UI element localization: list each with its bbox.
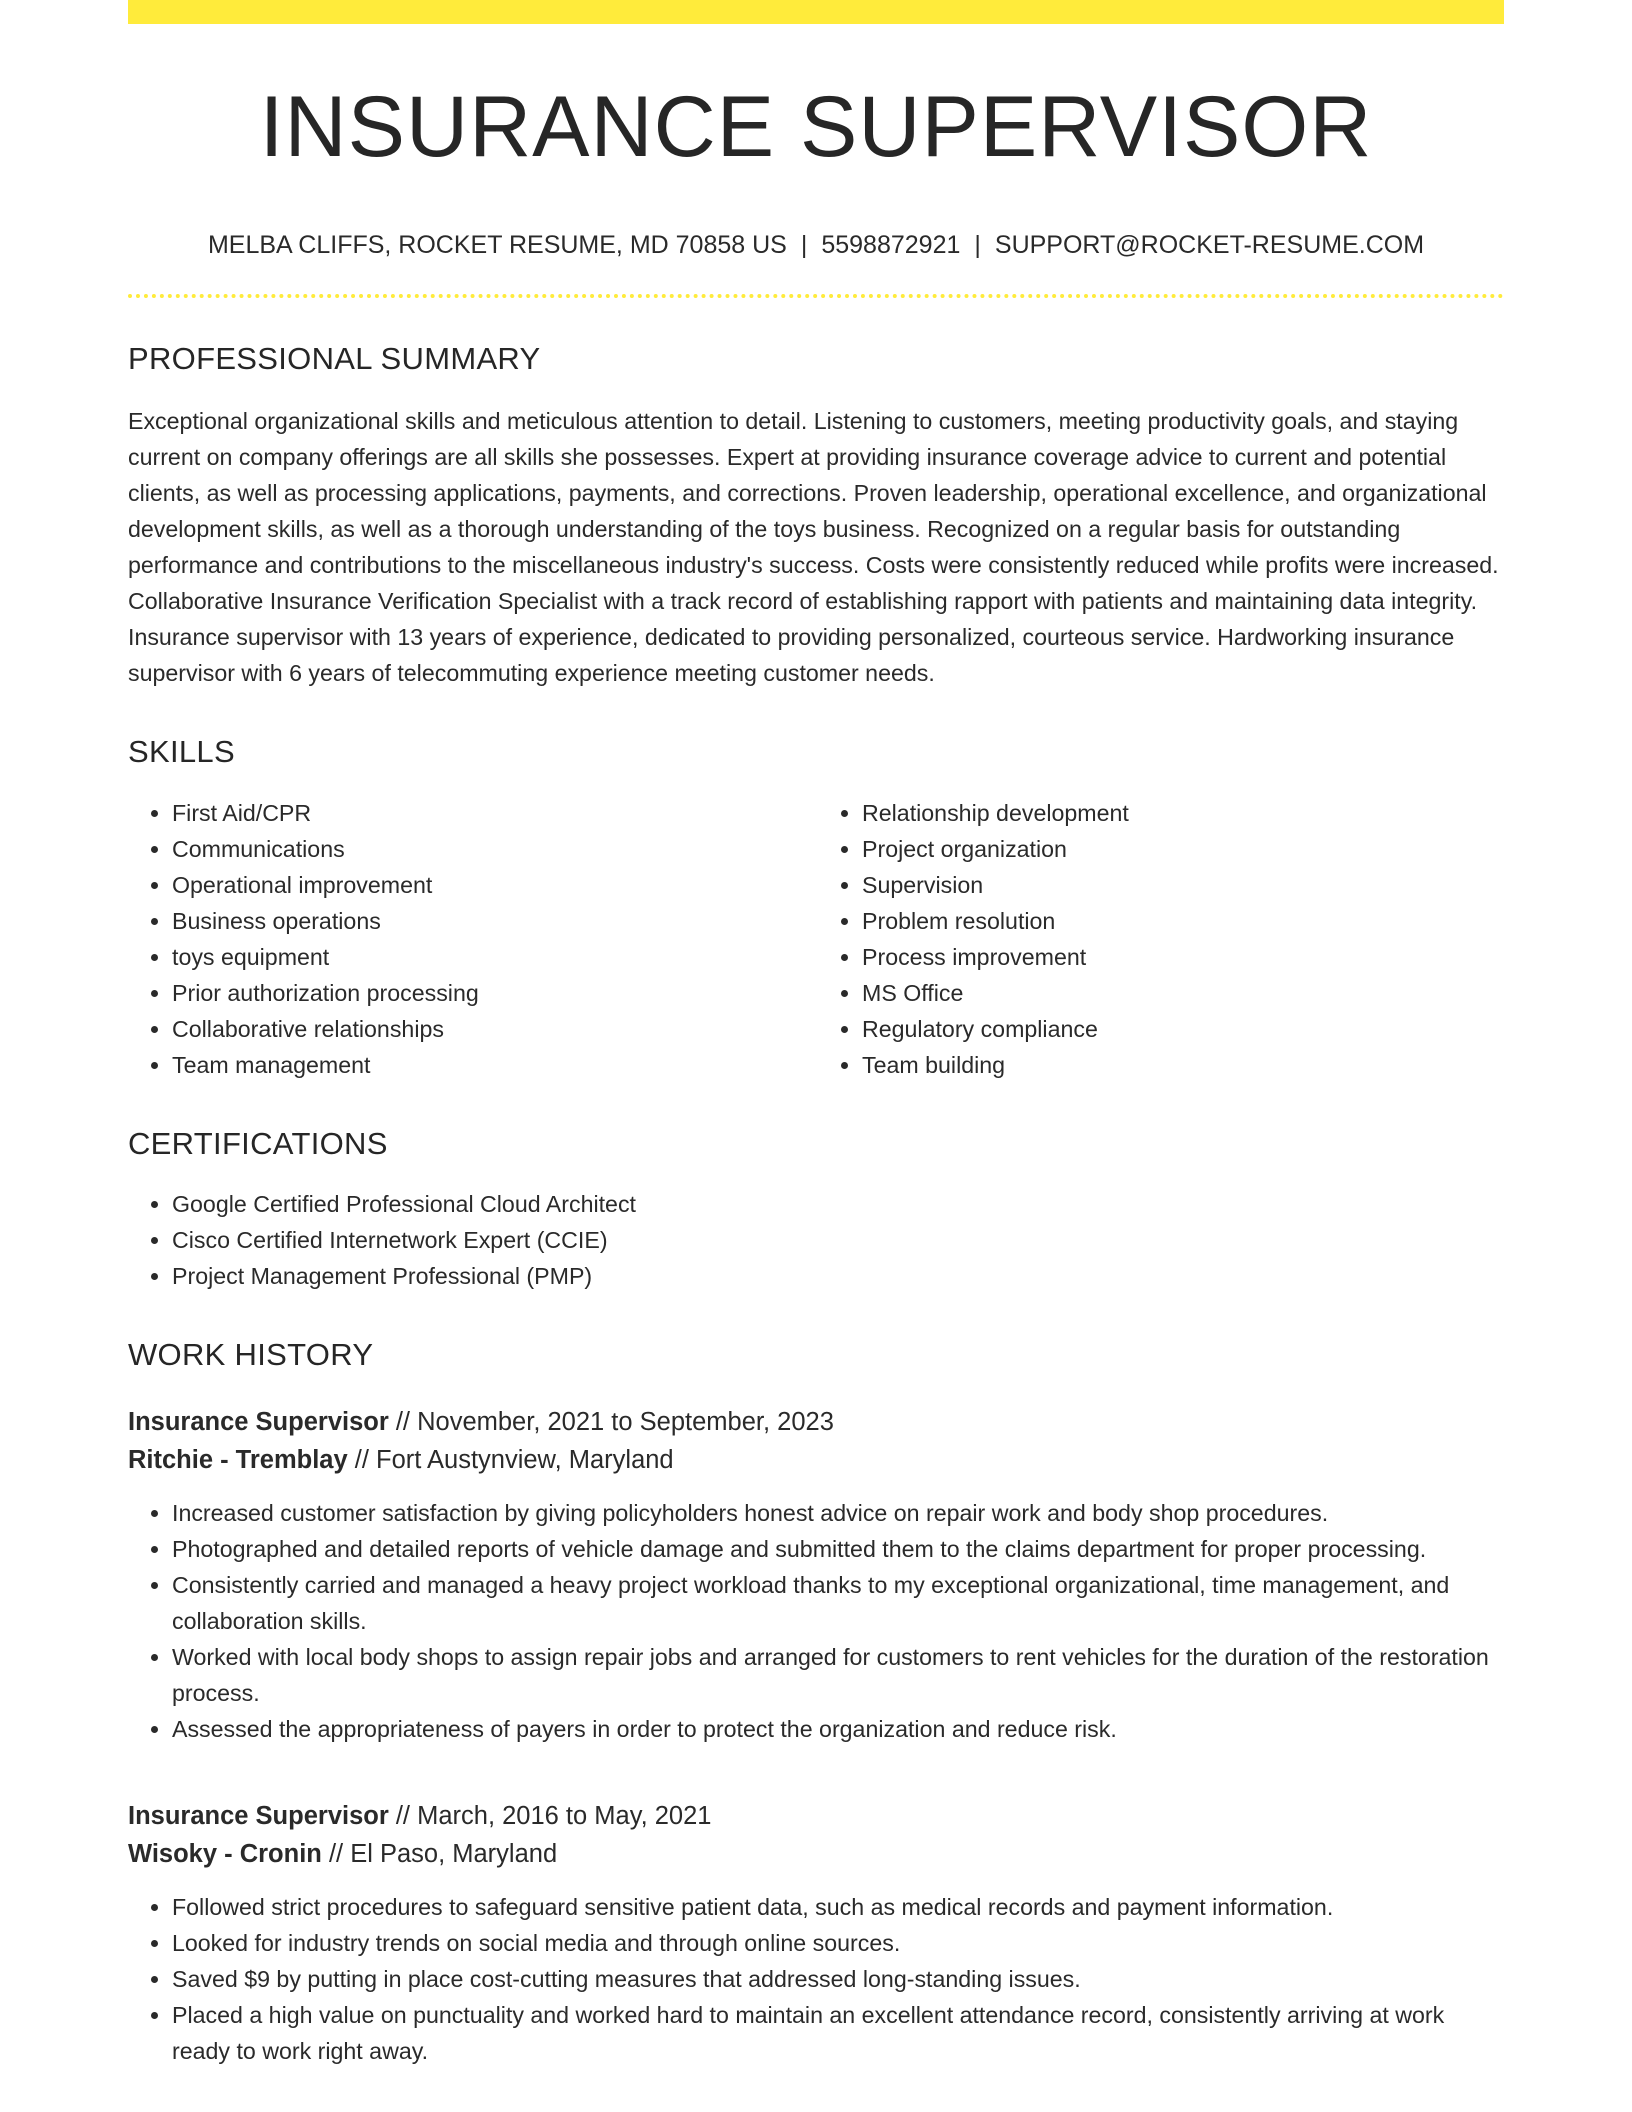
contact-separator: | [800, 231, 808, 260]
skill-item: • Process improvement [862, 939, 1504, 975]
job-location: // El Paso, Maryland [321, 1840, 558, 1869]
job-location: // Fort Austynview, Maryland [347, 1446, 674, 1475]
certification-item: • Project Management Professional (PMP) [172, 1258, 1504, 1294]
certification-item: • Google Certified Professional Cloud Architect [172, 1186, 1504, 1222]
job-company: Ritchie - Tremblay [128, 1446, 348, 1475]
job-company-line [128, 1441, 1504, 1479]
skill-item: • Supervision [862, 867, 1504, 903]
job-entry [128, 1403, 1504, 1747]
skill-item: • Problem resolution [862, 903, 1504, 939]
skills-section [128, 733, 1504, 1082]
work-history-section [128, 1336, 1504, 2069]
job-bullet: • Increased customer satisfaction by giving policyholders honest advice on repair work and body shop procedures. [172, 1495, 1504, 1531]
resume-title: INSURANCE SUPERVISOR [259, 79, 1373, 175]
job-company-line [128, 1835, 1504, 1873]
section-heading: WORK HISTORY [128, 1336, 374, 1372]
job-bullet: • Consistently carried and managed a heavy project workload thanks to my exceptional organizational, time management, and collaboration skills. [172, 1567, 1504, 1639]
job-bullets [128, 1495, 1504, 1747]
contact-phone: 5598872921 [821, 231, 961, 260]
skill-item: • Team building [862, 1047, 1504, 1083]
certifications-list [128, 1186, 1504, 1294]
skills-columns [128, 795, 1504, 1083]
job-bullet: • Photographed and detailed reports of vehicle damage and submitted them to the claims department for proper processing. [172, 1531, 1504, 1567]
skill-item: • Relationship development [862, 795, 1504, 831]
section-heading: CERTIFICATIONS [128, 1125, 388, 1161]
contact-separator: | [974, 231, 981, 260]
contact-address: MELBA CLIFFS, ROCKET RESUME, MD 70858 US [207, 231, 787, 260]
job-bullet: • Saved $9 by putting in place cost-cutting measures that addressed long-standing issues. [172, 1961, 1504, 1997]
skill-item: • Team management [172, 1047, 816, 1083]
job-company: Wisoky - Cronin [128, 1840, 322, 1869]
skill-item: • Project organization [862, 831, 1504, 867]
resume-page [128, 0, 1504, 2069]
job-bullet: • Looked for industry trends on social media and through online sources. [172, 1925, 1504, 1961]
skill-item: • Regulatory compliance [862, 1011, 1504, 1047]
job-dates: // November, 2021 to September, 2023 [388, 1408, 834, 1437]
skill-item: • Communications [172, 831, 816, 867]
section-heading: PROFESSIONAL SUMMARY [128, 341, 541, 377]
job-title: Insurance Supervisor [128, 1408, 389, 1437]
summary-text: Exceptional organizational skills and meticulous attention to detail. Listening to customers, meeting productivity goals, and staying current on company offerings are all skills she possesses. Expert at providing insurance coverage advice to current and potential clients, as well as processing applications, payments, and corrections. Proven leadership, operational excellence, and organizational development skills, as well as a thorough understanding of the toys business. Recognized on a regular basis for outstanding performance and contributions to the miscellaneous industry's success. Costs were consistently reduced while profits were increased. Collaborative Insurance Verification Specialist with a track record of establishing rapport with patients and maintaining data integrity. Insurance supervisor with 13 years of experience, dedicated to providing personalized, courteous service. Hardworking insurance supervisor with 6 years of telecommuting experience meeting customer needs. [128, 408, 1499, 687]
section-heading: SKILLS [128, 734, 235, 770]
job-bullet: • Followed strict procedures to safeguard sensitive patient data, such as medical records and payment information. [172, 1889, 1504, 1925]
skill-item: • Collaborative relationships [172, 1011, 816, 1047]
job-title-line [128, 1403, 1504, 1441]
job-bullet: • Assessed the appropriateness of payers in order to protect the organization and reduce risk. [172, 1711, 1504, 1747]
skill-item: • Prior authorization processing [172, 975, 816, 1011]
top-accent-bar [128, 0, 1504, 24]
skill-item: • toys equipment [172, 939, 816, 975]
skill-item: • First Aid/CPR [172, 795, 816, 831]
skill-item: • Business operations [172, 903, 816, 939]
skills-list-left [128, 795, 816, 1083]
job-bullets [128, 1889, 1504, 2069]
certifications-section [128, 1125, 1504, 1294]
contact-line [128, 230, 1504, 260]
contact-email: SUPPORT@ROCKET-RESUME.COM [994, 231, 1425, 260]
skill-item: • MS Office [862, 975, 1504, 1011]
header-divider [128, 294, 1504, 298]
professional-summary-section [128, 340, 1504, 691]
job-entry [128, 1797, 1504, 2069]
job-title-line [128, 1797, 1504, 1835]
skill-item: • Operational improvement [172, 867, 816, 903]
job-bullet: • Worked with local body shops to assign repair jobs and arranged for customers to rent vehicles for the duration of the restoration process. [172, 1639, 1504, 1711]
job-dates: // March, 2016 to May, 2021 [388, 1802, 712, 1831]
job-bullet: • Placed a high value on punctuality and worked hard to maintain an excellent attendance record, consistently arriving at work ready to work right away. [172, 1997, 1504, 2069]
skills-list-right [816, 795, 1504, 1083]
certification-item: • Cisco Certified Internetwork Expert (CCIE) [172, 1222, 1504, 1258]
job-title: Insurance Supervisor [128, 1802, 389, 1831]
